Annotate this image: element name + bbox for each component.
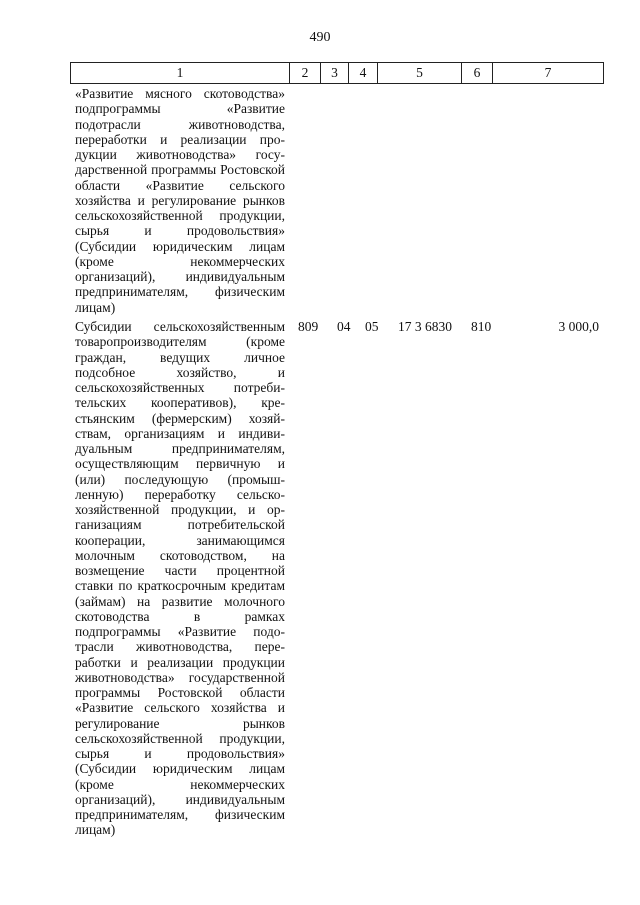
subsection-code: 05 [365,319,379,334]
row-description: «Развитие мясного скотоводства» подпрограммы «Развитие подотрасли животноводства, переработки и реализации продукции животноводства» государственной программы Ростовской области «Развитие сельского хозяйства и регулирование рынков сельскохозяйственной продукции, сырья и продовольствия» (Субсидии юридическим лицам (кроме некоммерческих организаций), индивидуальным предпринимателям, физическим лицам) [75,86,285,315]
column-header-6: 6 [462,63,493,83]
expense-type-code: 810 [471,319,492,334]
section-code: 04 [337,319,351,334]
row-description: Субсидии сельскохозяйственным товаропроизводителям (кроме граждан, ведущих личное подсобное хозяйство, и сельскохозяйственных потребительских кооперативов), крестьянским (фермерским) хозяйствам, организациям и индивидуальным предпринимателям, осуществляющим первичную и (или) последующую (промышленную) переработку сельскохозяйственной продукции, и организациям потребительской кооперации, занимающимся молочным скотоводством, на возмещение части процентной ставки по краткосрочным кредитам (займам) на развитие молочного скотоводства в рамках подпрограммы «Развитие подотрасли животноводства, переработки и реализации продукции животноводства» государственной программы Ростовской области «Развитие сельского хозяйства и регулирование рынков сельскохозяйственной продукции, сырья и продовольствия» (Субсидии юридическим лицам (кроме некоммерческих организаций), индивидуальным предпринимателям, физическим лицам) [75,319,285,838]
column-header-3: 3 [321,63,349,83]
admin-code: 809 [298,319,319,334]
table-header-row [70,62,604,84]
column-header-4: 4 [349,63,378,83]
amount-value: 3 000,0 [558,319,599,334]
target-article-code: 17 3 6830 [398,319,452,334]
column-header-1: 1 [71,63,290,83]
column-header-7: 7 [544,65,552,80]
column-header-5: 5 [378,63,462,83]
page-number: 490 [309,30,331,45]
column-header-2: 2 [290,63,321,83]
